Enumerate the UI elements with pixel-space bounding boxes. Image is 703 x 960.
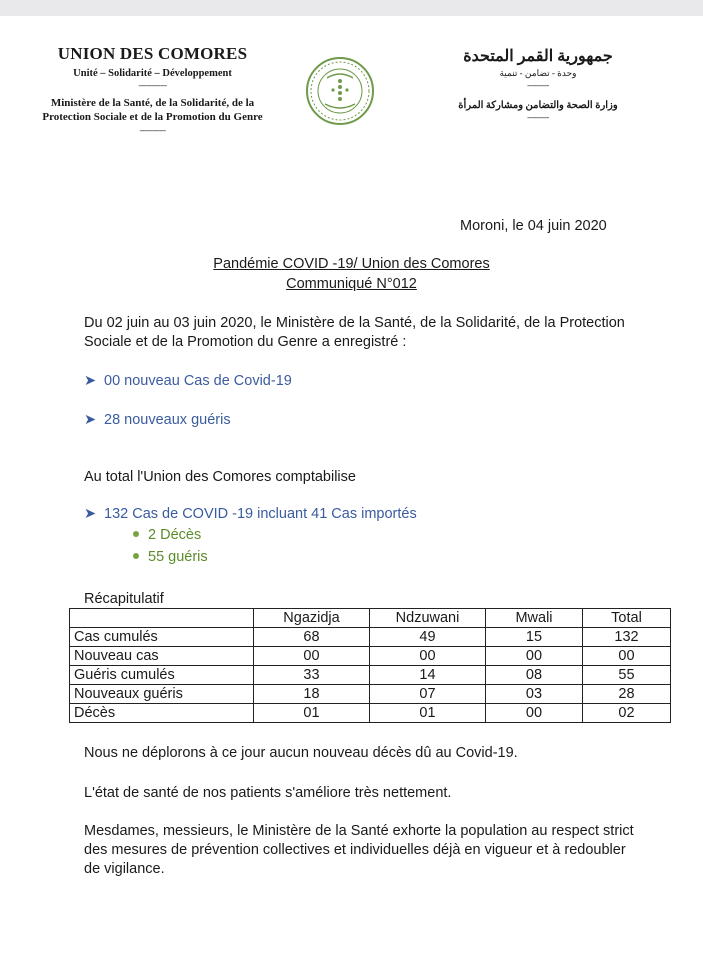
table-cell: 08 (486, 666, 583, 685)
row-label: Nouveaux guéris (70, 685, 254, 704)
table-cell: 00 (370, 647, 486, 666)
table-cell: 68 (254, 628, 370, 647)
table-cell: 28 (583, 685, 671, 704)
national-seal-icon (305, 56, 375, 126)
table-cell: 01 (370, 704, 486, 723)
table-cell: 49 (370, 628, 486, 647)
row-label: Nouveau cas (70, 647, 254, 666)
header-left (20, 44, 285, 135)
separator: ---------- (527, 81, 549, 90)
table-cell: 14 (370, 666, 486, 685)
table-header-cell: Total (583, 609, 671, 628)
header-right (448, 46, 628, 122)
table-cell: 00 (486, 704, 583, 723)
table-row (70, 685, 671, 704)
table-cell: 03 (486, 685, 583, 704)
document-date: Moroni, le 04 juin 2020 (460, 218, 607, 234)
table-cell: 132 (583, 628, 671, 647)
round-bullet-icon (133, 531, 139, 537)
ministry-name-ar: وزارة الصحة والتضامن ومشاركة المرأة (458, 100, 618, 111)
separator: ------------- (138, 81, 167, 90)
table-cell: 00 (583, 647, 671, 666)
closing-paragraph: Mesdames, messieurs, le Ministère de la Santé exhorte la population au respect strict des mesures de prévention collectives et individuelles déjà en vigueur et à redoubler de vigilance. (84, 823, 634, 877)
table-cell: 55 (583, 666, 671, 685)
table-row (70, 704, 671, 723)
table-header-cell: Ndzuwani (370, 609, 486, 628)
arrow-bullet-icon: ➤ (84, 506, 97, 522)
total-intro: Au total l'Union des Comores comptabilise (84, 469, 356, 485)
round-bullet-icon (133, 553, 139, 559)
table-cell: 15 (486, 628, 583, 647)
recap-table (69, 608, 671, 723)
ministry-name-fr: Ministère de la Santé, de la Solidarité, de la Protection Sociale et de la Promotion du Genre (42, 97, 263, 123)
row-label: Cas cumulés (70, 628, 254, 647)
table-header-row (70, 609, 671, 628)
country-title-ar: جمهورية القمر المتحدة (463, 48, 613, 65)
separator: ---------- (527, 113, 549, 122)
table-header-cell (70, 609, 254, 628)
table-cell: 33 (254, 666, 370, 685)
list-item: ➤ 132 Cas de COVID -19 incluant 41 Cas importés (84, 506, 417, 522)
table-header-cell: Mwali (486, 609, 583, 628)
country-motto-ar: وحدة - تضامن - تنمية (499, 68, 577, 78)
table-row (70, 666, 671, 685)
table-cell: 18 (254, 685, 370, 704)
sub-list-item: 2 Décès (133, 527, 201, 543)
document-page (0, 16, 703, 960)
table-row (70, 628, 671, 647)
table-cell: 00 (486, 647, 583, 666)
communique-heading: Pandémie COVID -19/ Union des Comores (213, 256, 490, 272)
row-label: Guéris cumulés (70, 666, 254, 685)
table-cell: 07 (370, 685, 486, 704)
table-cell: 00 (254, 647, 370, 666)
list-item: ➤ 28 nouveaux guéris (84, 412, 231, 428)
separator: ------------ (139, 126, 166, 135)
recap-title: Récapitulatif (84, 591, 164, 607)
arrow-bullet-icon: ➤ (84, 412, 97, 428)
arrow-bullet-icon: ➤ (84, 373, 97, 389)
sub-list-item: 55 guéris (133, 549, 208, 565)
communique-number: Communiqué N°012 (286, 276, 417, 292)
table-header-cell: Ngazidja (254, 609, 370, 628)
row-label: Décès (70, 704, 254, 723)
country-title-fr: UNION DES COMORES (57, 44, 248, 63)
intro-paragraph: Du 02 juin au 03 juin 2020, le Ministère de la Santé, de la Solidarité, de la Protection Sociale et de la Promotion du Genre a enregistré : (84, 315, 625, 350)
table-cell: 02 (583, 704, 671, 723)
country-motto-fr: Unité – Solidarité – Développement (73, 68, 232, 79)
table-row (70, 647, 671, 666)
list-item: ➤ 00 nouveau Cas de Covid-19 (84, 373, 292, 389)
table-cell: 01 (254, 704, 370, 723)
closing-paragraph: Nous ne déplorons à ce jour aucun nouveau décès dû au Covid-19. (84, 745, 518, 761)
closing-paragraph: L'état de santé de nos patients s'améliore très nettement. (84, 785, 452, 801)
